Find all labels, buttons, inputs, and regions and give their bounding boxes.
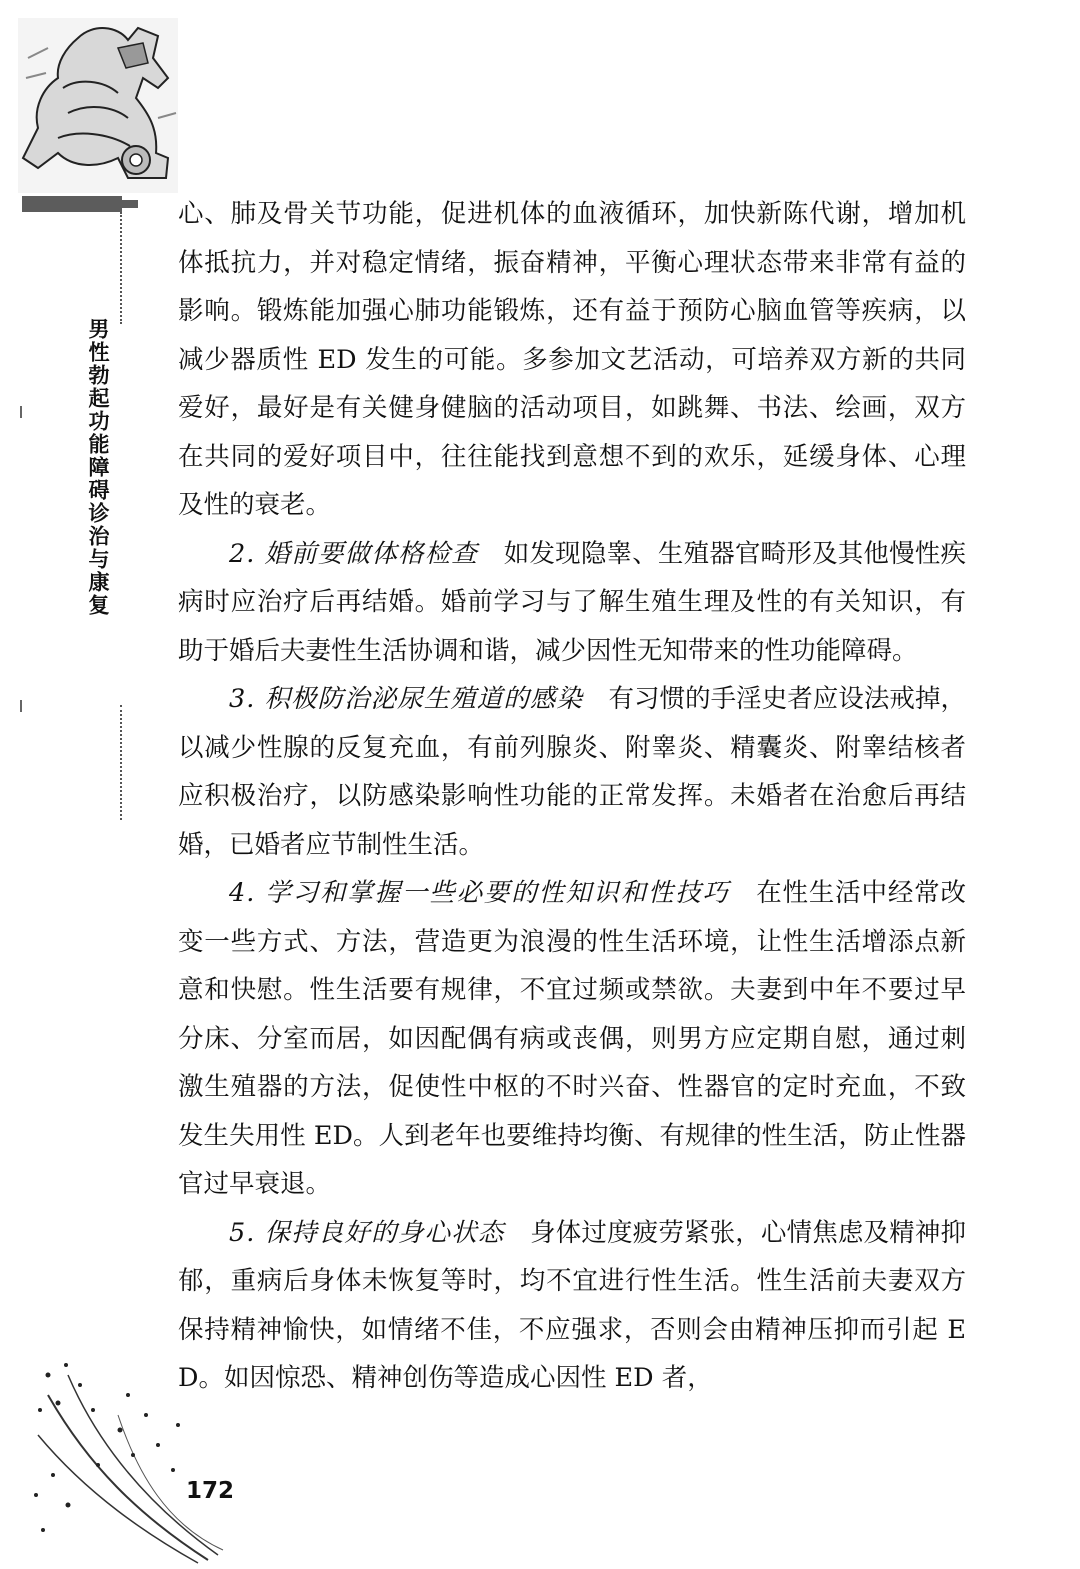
paragraph-3-heading: 3. 积极防治泌尿生殖道的感染 (229, 684, 583, 714)
body-text (178, 190, 966, 1403)
margin-dotted-line (120, 212, 122, 324)
margin-tick (20, 700, 22, 712)
strongman-illustration-icon (18, 18, 178, 193)
paragraph-2-heading: 2. 婚前要做体格检查 (229, 538, 479, 569)
paragraph-2 (178, 530, 966, 676)
sparkle-decoration-icon (28, 1355, 228, 1565)
paragraph-2-text: 如发现隐睾、生殖器官畸形及其他慢性疾病时应治疗后再结婚。婚前学习与了解生殖生理及性的有关知识，有助于婚后夫妻性生活协调和谐，减少因性无知带来的性功能障碍。 (178, 538, 966, 666)
header-bar-tail (120, 200, 138, 208)
paragraph-1-text: 心、肺及骨关节功能，促进机体的血液循环，加快新陈代谢，增加机体抵抗力，并对稳定情绪，振奋精神，平衡心理状态带来非常有益的影响。锻炼能加强心肺功能锻炼，还有益于预防心脑血管等疾病，以减少器质性 ED 发生的可能。多参加文艺活动，可培养双方新的共同爱好，最好是有关健身健脑的活动项目，如跳舞、书法、绘画，双方在共同的爱好项目中，往往能找到意想不到的欢乐，延缓身体、心理及性的衰老。 (178, 199, 966, 520)
margin-tick (20, 406, 22, 418)
header-bar (22, 196, 122, 212)
paragraph-4-heading: 4. 学习和掌握一些必要的性知识和性技巧 (229, 878, 730, 908)
paragraph-3-text: 有习惯的手淫史者应设法戒掉，以减少性腺的反复充血，有前列腺炎、附睾炎、精囊炎、附睾结核者应积极治疗，以防感染影响性功能的正常发挥。未婚者在治愈后再结婚，已婚者应节制性生活。 (178, 684, 966, 860)
paragraph-5-heading: 5. 保持良好的身心状态 (229, 1217, 505, 1248)
paragraph-5-text: 身体过度疲劳紧张，心情焦虑及精神抑郁，重病后身体未恢复等时，均不宜进行性生活。性生活前夫妻双方保持精神愉快，如情绪不佳，不应强求，否则会由精神压抑而引起 ED。如因惊恐、精神创伤等造成心因性 ED 者， (178, 1217, 966, 1393)
paragraph-4-text: 在性生活中经常改变一些方式、方法，营造更为浪漫的性生活环境，让性生活增添点新意和快慰。性生活要有规律，不宜过频或禁欲。夫妻到中年不要过早分床、分室而居，如因配偶有病或丧偶，则男方应定期自慰，通过刺激生殖器的方法，促使性中枢的不时兴奋、性器官的定时充血，不致发生失用性 ED。人到老年也要维持均衡、有规律的性生活，防止性器官过早衰退。 (178, 878, 966, 1199)
paragraph-3 (178, 675, 966, 869)
paragraph-5 (178, 1209, 966, 1403)
margin-dotted-line (120, 705, 122, 820)
paragraph-1 (178, 190, 966, 530)
running-title: 男性勃起功能障碍诊治与康复 (86, 318, 110, 617)
paragraph-4 (178, 869, 966, 1209)
page-number: 172 (186, 1478, 235, 1504)
